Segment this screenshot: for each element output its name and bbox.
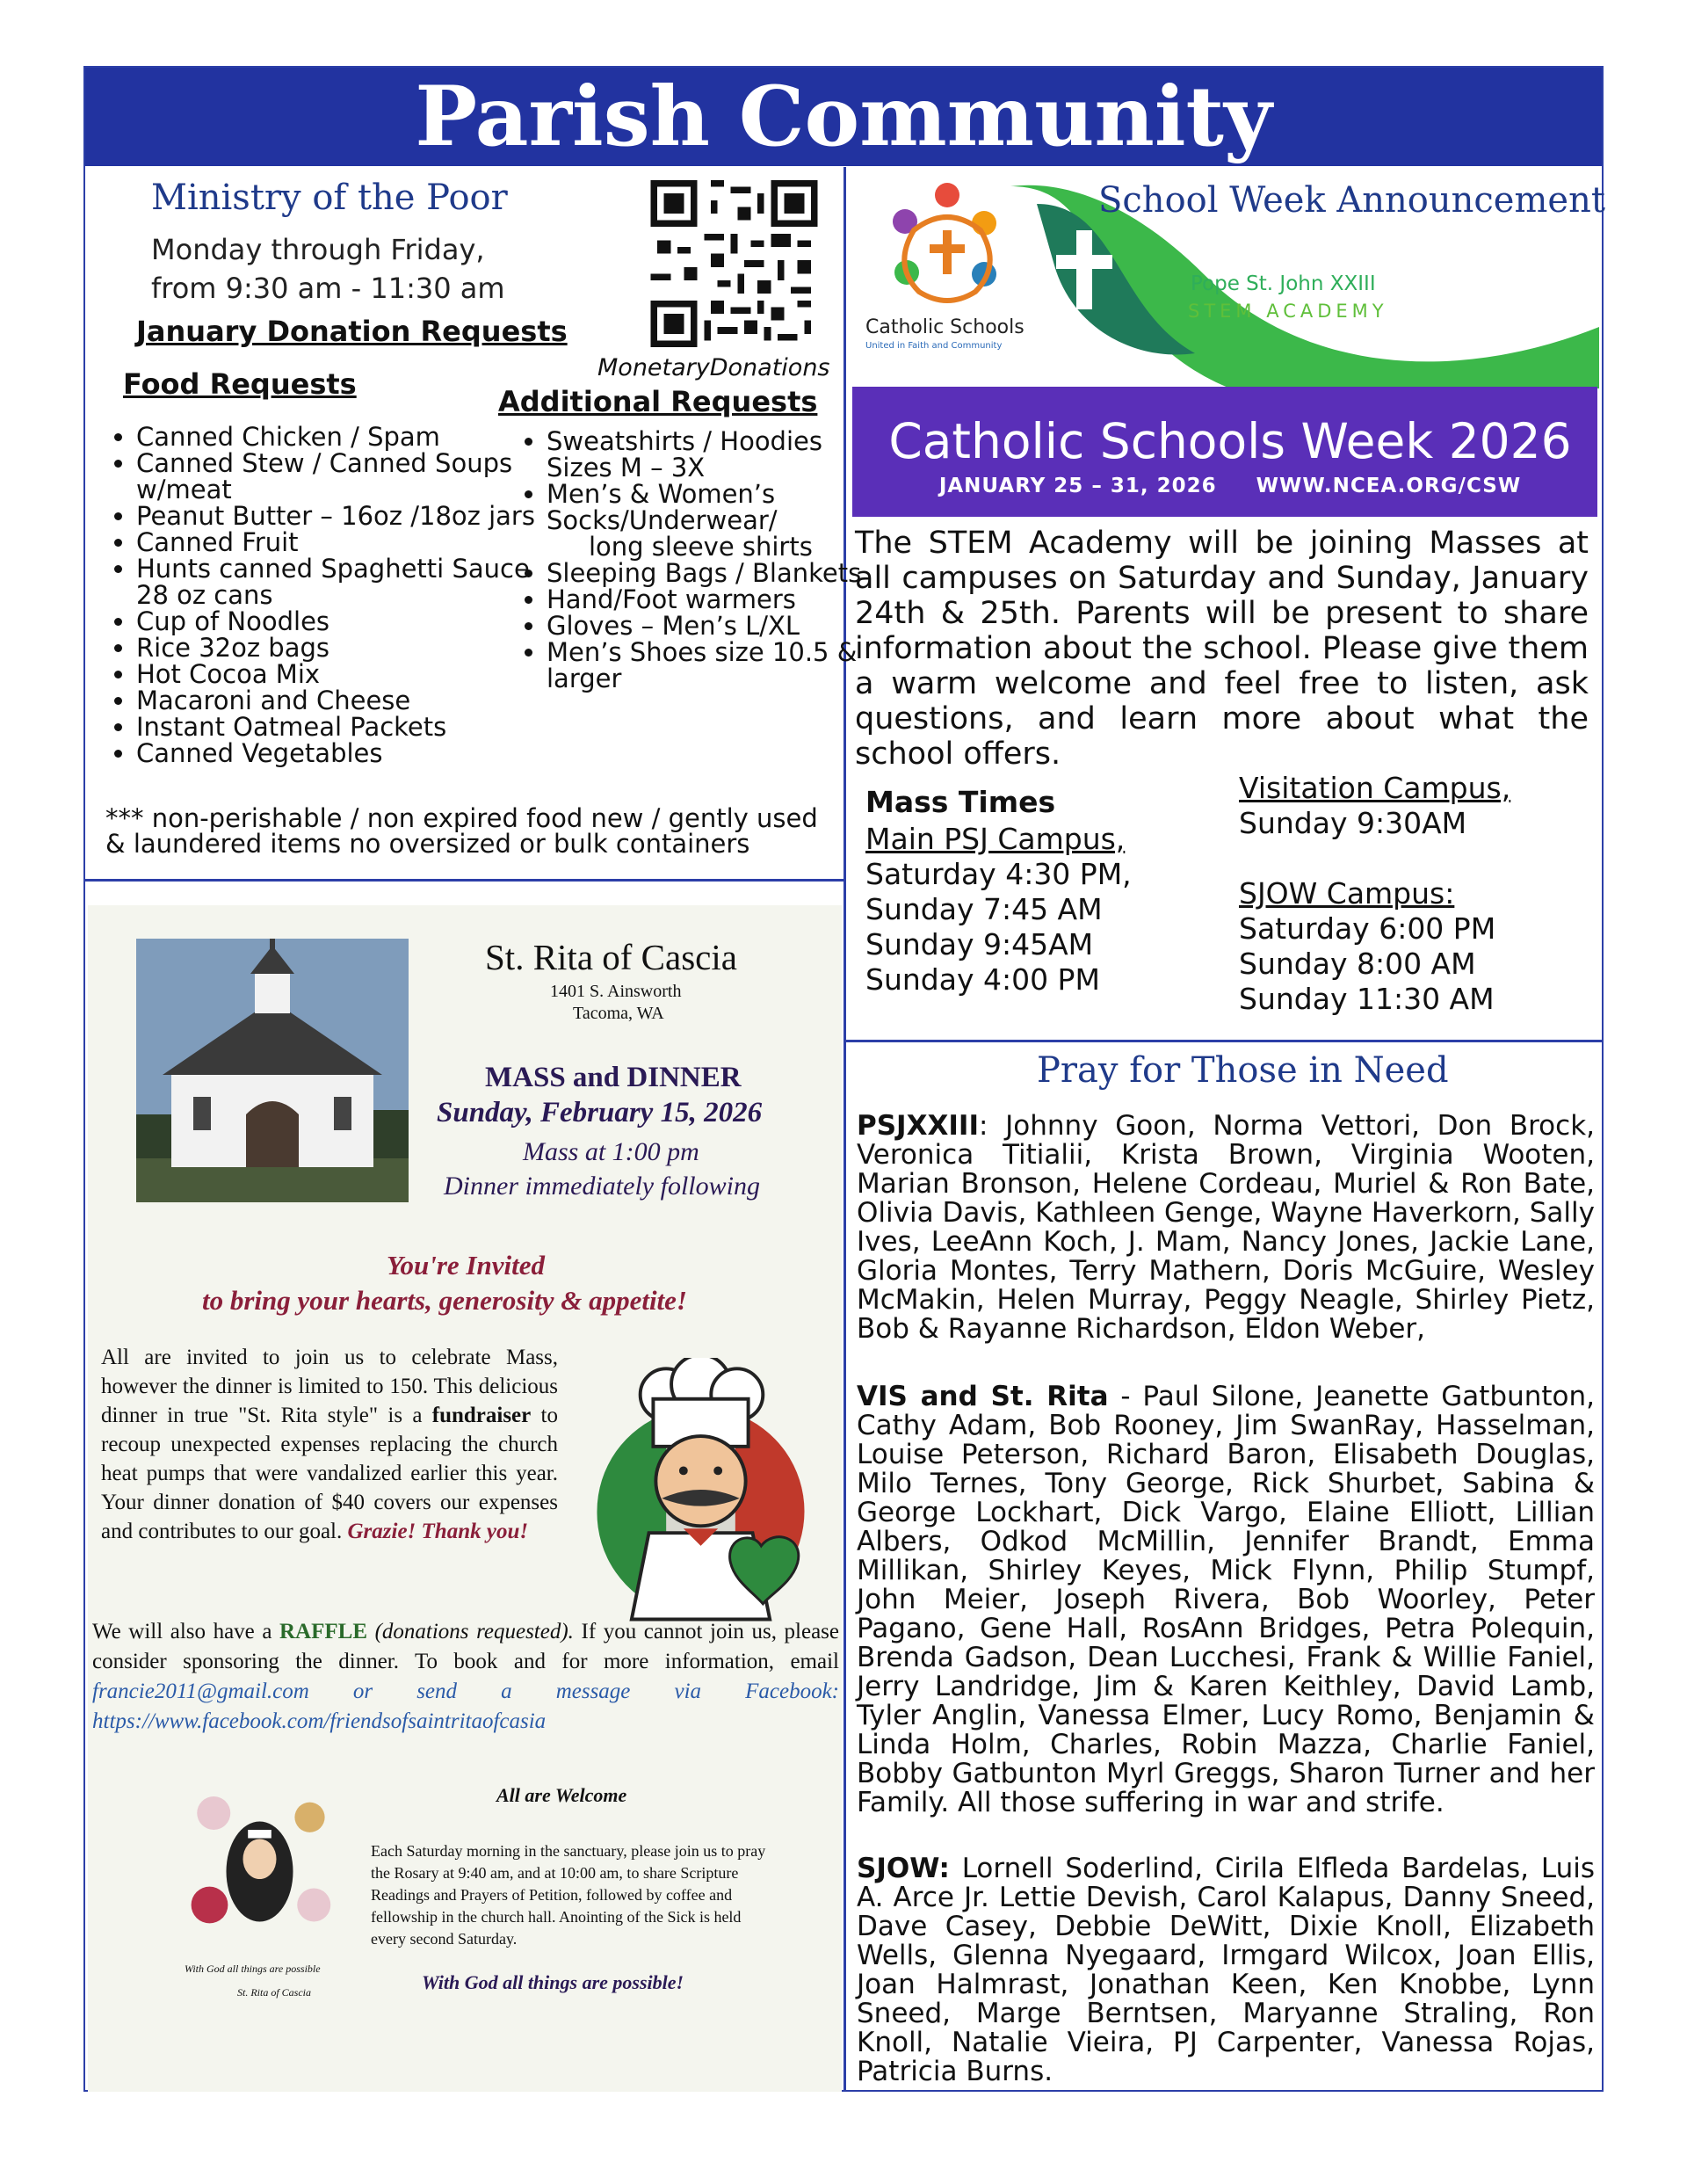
ministry-hours-line1: Monday through Friday, (151, 233, 485, 266)
mass-times-heading: Mass Times (865, 785, 1056, 819)
list-item: • Hot Cocoa Mix (136, 661, 549, 687)
flyer-grazie: Grazie! Thank you! (347, 1520, 529, 1543)
list-item: • Hunts canned Spaghetti Sauce 28 oz cans (136, 555, 549, 608)
pray-vis-label: VIS and St. Rita (857, 1381, 1109, 1412)
ministry-title: Ministry of the Poor (151, 178, 508, 218)
chef-icon (571, 1358, 830, 1622)
list-item: • Men’s & Women’s Socks/Underwear/ (547, 481, 885, 533)
raffle-text-b: If you cannot join us, please consider sponsoring the dinner. To book and for more information, email (92, 1620, 839, 1673)
list-item: long sleeve shirts (589, 532, 813, 562)
qr-code-icon[interactable] (648, 180, 820, 347)
flyer-event: MASS and DINNER (485, 1062, 742, 1093)
mass-time: Sunday 9:45AM (865, 927, 1094, 961)
food-requests-title: Food Requests (123, 367, 357, 401)
spacer (1239, 841, 1510, 876)
list-item: • Instant Oatmeal Packets (136, 714, 549, 740)
visitation-campus-label: Visitation Campus, (1239, 771, 1511, 805)
flyer-body-b: to recoup unexpected expenses replacing the church heat pumps that were vandalized earlier this year. Your dinner donation of $40 covers our expenses and contributes to our goal. (101, 1404, 558, 1543)
raffle-contact-link[interactable]: francie2011@gmail.com or send a message via Facebook: https://www.facebook.com/friendsofsaintritaofcasia (92, 1680, 839, 1733)
raffle-text-a: We will also have a (92, 1620, 279, 1643)
january-donation-title: January Donation Requests (136, 315, 568, 348)
pray-title: Pray for Those in Need (1037, 1050, 1449, 1091)
other-campus-times (1239, 771, 1510, 1017)
saturday-rosary-text: Each Saturday morning in the sanctuary, please join us to pray the Rosary at 9:40 am, and at 10:00 am, to share Scripture Readings and Prayers of Petition, followed by coffee and fellowship in the church hall. Anointing of the Sick is held every second Saturday. (371, 1842, 766, 1948)
raffle-label: RAFFLE (279, 1620, 367, 1643)
list-item: • Peanut Butter – 16oz /18oz jars (136, 503, 549, 529)
church-icon (136, 939, 409, 1202)
all-are-welcome: All are Welcome (496, 1784, 627, 1806)
list-item: • Sweatshirts / Hoodies Sizes M – 3X (547, 428, 885, 481)
school-week-heading: School Week Announcement (1098, 180, 1605, 221)
catholic-schools-logo-label: Catholic Schools (865, 316, 1025, 338)
list-item: • Macaroni and Cheese (136, 687, 549, 714)
donation-note: *** non-perishable / non expired food new / gently used & laundered items no oversized or bulk containers (105, 803, 818, 859)
ministry-hours-line2: from 9:30 am - 11:30 am (151, 272, 505, 305)
flyer-dinner: Dinner immediately following (444, 1172, 760, 1201)
list-item: • Canned Chicken / Spam (136, 424, 549, 450)
pray-sjow-names: Lornell Soderlind, Cirila Elfleda Bardelas, Luis A. Arce Jr. Lettie Devish, Carol Kalapus, Danny Sneed, Dave Casey, Debbie DeWitt, Dixie Knoll, Elizabeth Wells, Glenna Nyegaard, Irmgard Wilcox, Joan Ellis, Joan Halmrast, Jonathan Keen, Ken Knobbe, Lynn Sneed, Marge Berntsen, Maryanne Straling, Ron Knoll, Natalie Vieira, PJ Carpenter, Vanessa Rojas, Patricia Burns. (857, 1853, 1595, 2087)
mass-time: Sunday 7:45 AM (865, 892, 1103, 926)
pray-vis-block (857, 1382, 1595, 1818)
pray-sjow-label: SJOW: (857, 1853, 950, 1884)
main-campus-label: Main PSJ Campus, (865, 822, 1126, 856)
flyer-bring: to bring your hearts, generosity & appetite! (202, 1285, 687, 1316)
pray-sjow-block (857, 1854, 1595, 2086)
sjow-campus-label: SJOW Campus: (1239, 876, 1455, 911)
raffle-paragraph (92, 1617, 839, 1737)
right-section-divider (846, 1040, 1602, 1042)
pray-psj-names: : Johnny Goon, Norma Vettori, Don Brock, Veronica Titialii, Krista Brown, Virginia Wooten, Marian Bronson, Helene Cordeau, Muriel & Ron Bate, Olivia Davis, Kathleen Genge, Wayne Haverkorn, Sally Ives, LeeAnn Koch, J. Mam, Nancy Jones, Jackie Lane, Gloria Montes, Terry Mathern, Doris McGuire, Wesley McMakin, Helen Murray, Peggy Neagle, Shirley Pietz, Bob & Rayanne Richardson, Eldon Weber, (857, 1110, 1595, 1345)
additional-requests-list (511, 428, 885, 692)
flyer-body (101, 1343, 558, 1546)
list-item: • Cup of Noodles (136, 608, 549, 635)
list-item: • Gloves – Men’s L/XL (547, 613, 885, 639)
page-banner-title: Parish Community (85, 68, 1602, 166)
main-campus-times (865, 822, 1132, 998)
list-item: • Canned Vegetables (136, 740, 549, 766)
qr-code-label: MonetaryDonations (597, 354, 830, 381)
school-week-text: The STEM Academy will be joining Masses at all campuses on Saturday and Sunday, January 24th & 25th. Parents will be present to share information about the school. Please give them a warm welcome and feel free to listen, ask questions, and learn more about what the school offers. (855, 526, 1589, 772)
flyer-title: St. Rita of Cascia (485, 937, 737, 977)
mass-time: Sunday 8:00 AM (1239, 947, 1476, 981)
mass-time: Sunday 9:30AM (1239, 806, 1467, 840)
catholic-schools-logo-sub: United in Faith and Community (865, 341, 1003, 351)
pope-academy-name: Pope St. John XXIII (1191, 272, 1376, 295)
list-item: • Canned Fruit (136, 529, 549, 555)
csw-title: Catholic Schools Week 2026 (888, 413, 1572, 469)
pray-psj-label: PSJXXIII (857, 1110, 979, 1142)
flyer-address-line2: Tacoma, WA (573, 1004, 664, 1023)
ministry-hours (151, 230, 505, 308)
list-item: • Men’s Shoes size 10.5 & larger (547, 639, 885, 692)
left-section-divider (85, 879, 844, 882)
pray-vis-names: - Paul Silone, Jeanette Gatbunton, Cathy Adam, Bob Rooney, Jim SwanRay, Hasselman, Louise Peterson, Richard Baron, Elisabeth Douglas, Milo Ternes, Tony George, Rick Shurbet, Sabina & George Lockhart, Dick Vargo, Elaine Elliott, Lillian Albers, Odkod McMillin, Jennifer Brandt, Emma Millikan, Shirley Keyes, Mick Flynn, Philip Stumpf, John Meier, Joseph Rivera, Bob Woorley, Peter Pagano, Gene Hall, RosAnn Bridges, Petra Polequin, Brenda Gadson, Dean Lucchesi, Frank & Willie Faniel, Jerry Landridge, Jim & Karen Keithley, David Lamb, Tyler Anglin, Vanessa Elmer, Lucy Romo, Benjamin & Linda Holm, Charles, Robin Mazza, Charlie Faniel, Bobby Gatbunton Myrl Greggs, Sharon Turner and her Family. All those suffering in war and strife. (857, 1381, 1595, 1818)
flyer-invited: You're Invited (387, 1250, 545, 1281)
stem-academy-label: STEM ACADEMY (1188, 301, 1388, 322)
st-rita-portrait-icon (174, 1780, 345, 1947)
mass-time: Sunday 11:30 AM (1239, 982, 1495, 1016)
with-god-text: With God all things are possible! (422, 1971, 684, 1993)
portrait-caption-line2: St. Rita of Cascia (237, 1986, 311, 1999)
flyer-mass-time: Mass at 1:00 pm (523, 1137, 699, 1166)
list-item: • Hand/Foot warmers (547, 586, 885, 613)
list-item: • Rice 32oz bags (136, 635, 549, 661)
list-item: • Sleeping Bags / Blankets (547, 560, 885, 586)
raffle-donations: (donations requested). (367, 1620, 574, 1643)
flyer-address-line1: 1401 S. Ainsworth (550, 982, 682, 1001)
mass-time: Saturday 4:30 PM, (865, 857, 1132, 891)
mass-time: Saturday 6:00 PM (1239, 911, 1496, 946)
church-photo (136, 939, 409, 1202)
pray-psj-block (857, 1112, 1595, 1344)
portrait-caption-line1: With God all things are possible (185, 1963, 321, 1975)
additional-requests-title: Additional Requests (498, 385, 818, 418)
list-item: • Canned Stew / Canned Soups w/meat (136, 450, 549, 503)
flyer-body-bold: fundraiser (431, 1404, 532, 1427)
food-requests-list (101, 424, 549, 766)
flyer-date: Sunday, February 15, 2026 (437, 1097, 763, 1128)
flyer-body-a: All are invited to join us to celebrate Mass, however the dinner is limited to 150. This delicious dinner in true "St. Rita style" is a (101, 1346, 558, 1427)
mass-time: Sunday 4:00 PM (865, 962, 1100, 997)
csw-dates-url: JANUARY 25 – 31, 2026 WWW.NCEA.ORG/CSW (938, 475, 1522, 497)
